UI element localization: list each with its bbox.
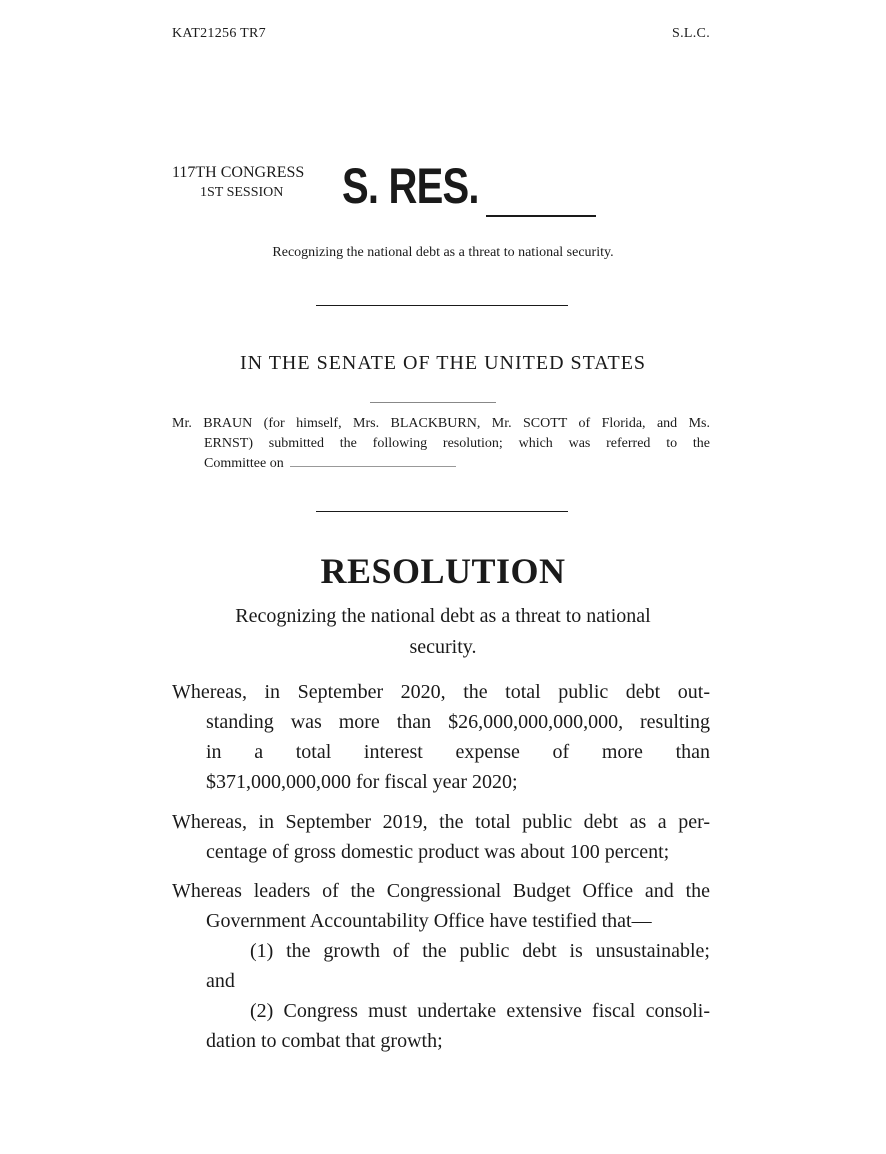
resolution-subtitle-line-2: security. xyxy=(409,636,477,658)
resolution-subtitle-line-1: Recognizing the national debt as a threat to national xyxy=(235,605,651,627)
committee-blank xyxy=(290,454,456,467)
text-line: centage of gross domestic product was about 100 percent; xyxy=(206,841,670,863)
text-line: (1) the growth of the public debt is unsustainable; xyxy=(250,940,710,962)
chamber-heading: IN THE SENATE OF THE UNITED STATES xyxy=(239,352,647,374)
resolution-heading: RESOLUTION xyxy=(320,551,566,591)
text-line: Government Accountability Office have testified that— xyxy=(206,910,652,932)
whereas-clause-3 xyxy=(172,876,710,1056)
sponsors-line-3 xyxy=(172,454,710,474)
bill-type: S. RES. xyxy=(342,158,479,214)
text-line: standing was more than $26,000,000,000,000, resulting xyxy=(206,711,710,733)
text-line: Whereas, in September 2019, the total public debt as a per- xyxy=(172,811,710,833)
whereas-clause-2 xyxy=(172,807,710,867)
slc-label: S.L.C. xyxy=(672,26,710,41)
text-line: Whereas leaders of the Congressional Budget Office and the xyxy=(172,880,710,902)
bill-number-blank xyxy=(486,215,596,217)
document-id: KAT21256 TR7 xyxy=(172,26,266,41)
text-line: (2) Congress must undertake extensive fiscal consoli- xyxy=(250,1000,710,1022)
divider-thin xyxy=(370,402,496,403)
sponsors-line-2: ERNST) submitted the following resolution; which was referred to the xyxy=(204,436,710,451)
sponsors-line-1: Mr. BRAUN (for himself, Mrs. BLACKBURN, Mr. SCOTT of Florida, and Ms. xyxy=(172,416,710,431)
congress-session-block xyxy=(172,163,304,203)
congress-line: 117TH CONGRESS xyxy=(172,164,305,181)
sponsors-block xyxy=(172,414,710,474)
text-line: $371,000,000,000 for fiscal year 2020; xyxy=(206,771,518,793)
resolution-subtitle xyxy=(200,601,686,663)
divider-bottom xyxy=(316,511,568,512)
text-line: dation to combat that growth; xyxy=(206,1030,443,1052)
short-title: Recognizing the national debt as a threat to national security. xyxy=(272,245,614,260)
text-line: and xyxy=(206,970,235,992)
session-line: 1ST SESSION xyxy=(200,185,284,200)
text-line: Whereas, in September 2020, the total public debt out- xyxy=(172,681,710,703)
text-line: in a total interest expense of more than xyxy=(206,741,710,763)
whereas-clause-1 xyxy=(172,677,710,797)
committee-label: Committee on xyxy=(204,456,284,471)
divider-top xyxy=(316,305,568,306)
